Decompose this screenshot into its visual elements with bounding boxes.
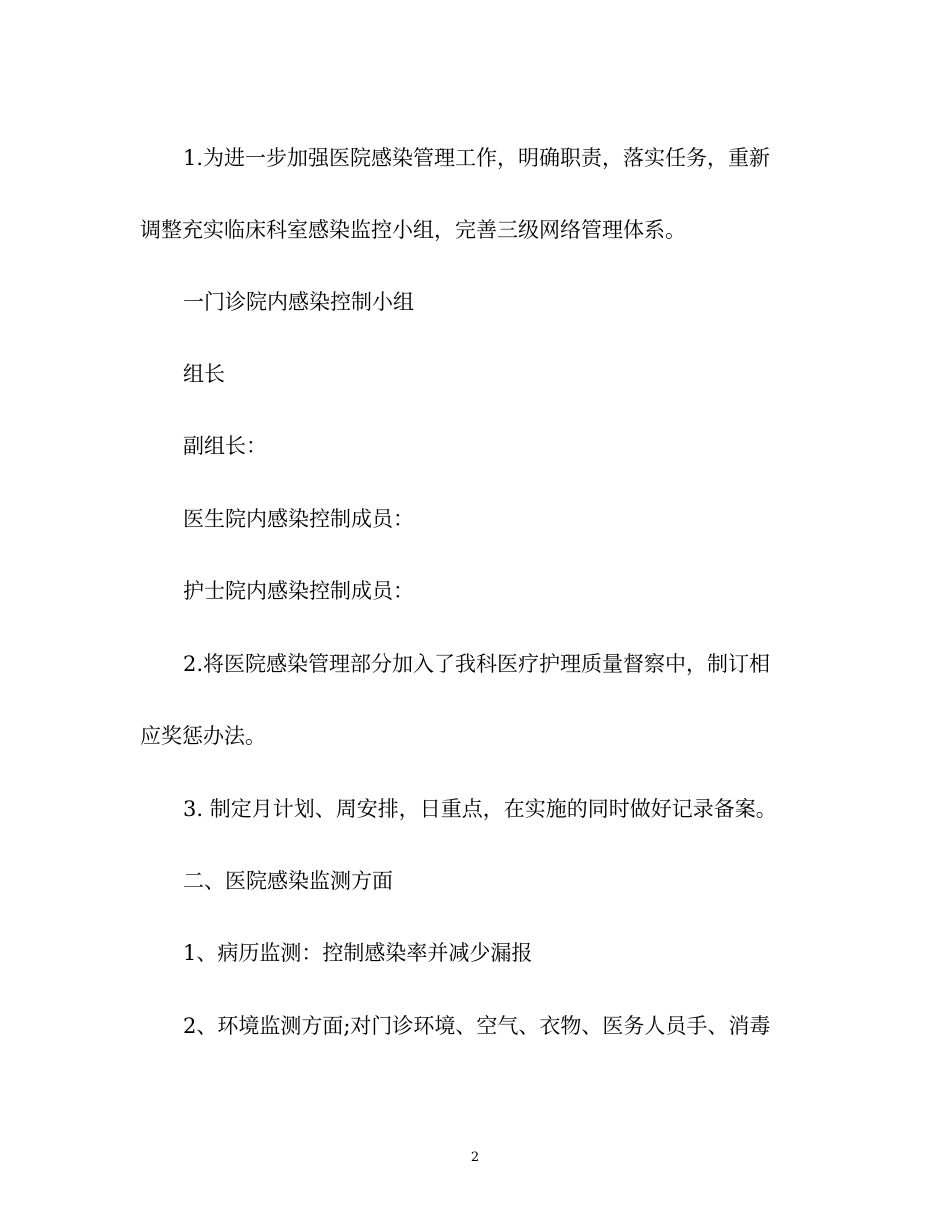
paragraph-line: 1、病历监测：控制感染率并减少漏报 (183, 941, 533, 965)
paragraph-line: 二、医院感染监测方面 (183, 869, 393, 893)
paragraph-line: 2.将医院感染管理部分加入了我科医疗护理质量督察中，制订相 (183, 652, 771, 676)
page-number: 2 (470, 1150, 480, 1165)
paragraph-line: 护士院内感染控制成员： (183, 579, 414, 603)
paragraph-line: 2、环境监测方面;对门诊环境、空气、衣物、医务人员手、消毒 (183, 1014, 771, 1038)
paragraph-line: 调整充实临床科室感染监控小组，完善三级网络管理体系。 (140, 218, 686, 242)
paragraph-line: 1.为进一步加强医院感染管理工作，明确职责，落实任务，重新 (183, 146, 771, 170)
paragraph-line: 副组长： (183, 434, 267, 458)
paragraph-line: 组长 (183, 362, 225, 386)
paragraph-line: 应奖惩办法。 (140, 724, 266, 748)
paragraph-line: 一门诊院内感染控制小组 (183, 290, 414, 314)
paragraph-line: 医生院内感染控制成员： (183, 507, 414, 531)
paragraph-line: 3. 制定月计划、周安排，日重点，在实施的同时做好记录备案。 (183, 797, 777, 821)
